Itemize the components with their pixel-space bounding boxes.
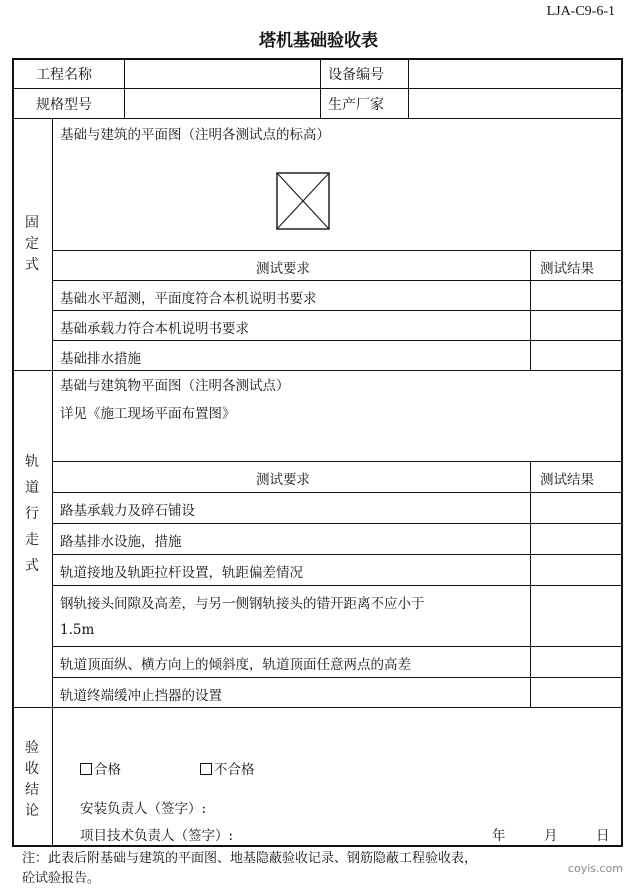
track-result-field[interactable]: [534, 557, 618, 582]
date-day-label: 日: [596, 828, 610, 844]
plan-image-placeholder-icon: [276, 172, 330, 230]
model-field[interactable]: [128, 92, 316, 116]
page-title: 塔机基础验收表: [259, 31, 378, 51]
track-result-field[interactable]: [534, 526, 618, 551]
date-year-label: 年: [492, 828, 506, 844]
track-result-field[interactable]: [534, 680, 618, 704]
installer-signature-label: 安装负责人（签字）:: [80, 801, 207, 817]
track-item: 轨道顶面纵、横方向上的倾斜度，轨道顶面任意两点的高差: [60, 657, 411, 673]
track-item: 路基承载力及碎石铺设: [60, 503, 195, 519]
manufacturer-field[interactable]: [412, 92, 617, 116]
device-no-label: 设备编号: [328, 67, 384, 83]
fail-checkbox[interactable]: [200, 763, 212, 775]
track-item: 轨道终端缓冲止挡器的设置: [60, 688, 222, 704]
fixed-plan-caption: 基础与建筑的平面图（注明各测试点的标高）: [60, 127, 330, 143]
model-label: 规格型号: [36, 97, 92, 113]
device-no-field[interactable]: [412, 62, 617, 86]
track-item: 轨道接地及轨距拉杆设置，轨距偏差情况: [60, 565, 303, 581]
track-req-header: 测试要求: [256, 472, 310, 488]
track-item: 路基排水设施，措施: [60, 534, 182, 550]
fixed-req-header: 测试要求: [256, 261, 310, 277]
conclusion-section-label: 验 收 结 论: [25, 740, 39, 819]
track-plan-caption: 基础与建筑物平面图（注明各测试点）: [60, 378, 290, 394]
date-month-label: 月: [544, 828, 558, 844]
track-result-field[interactable]: [534, 495, 618, 520]
watermark: coyis.com: [567, 862, 623, 875]
fixed-item: 基础水平超测，平面度符合本机说明书要求: [60, 291, 317, 307]
project-name-field[interactable]: [128, 62, 316, 86]
track-item: 钢轨接头间隙及高差，与另一侧钢轨接头的错开距离不应小于: [60, 596, 425, 612]
fixed-result-field[interactable]: [534, 283, 618, 307]
form-code: LJA-C9-6-1: [546, 4, 615, 19]
track-section-label: 轨 道 行 走 式: [25, 454, 39, 574]
pass-checkbox[interactable]: [80, 763, 92, 775]
manufacturer-label: 生产厂家: [328, 97, 384, 113]
tech-signature-label: 项目技术负责人（签字）:: [80, 828, 234, 844]
track-result-field[interactable]: [534, 588, 618, 643]
project-name-label: 工程名称: [36, 67, 92, 83]
track-item-continued: 1.5m: [60, 622, 95, 638]
pass-option[interactable]: 合格: [80, 758, 121, 778]
fixed-section-label: 固 定 式: [25, 215, 39, 273]
fail-option[interactable]: 不合格: [200, 758, 255, 778]
track-plan-reference: 详见《施工现场平面布置图》: [60, 406, 236, 422]
fixed-result-field[interactable]: [534, 313, 618, 337]
fixed-result-field[interactable]: [534, 343, 618, 367]
fixed-item: 基础承载力符合本机说明书要求: [60, 321, 249, 337]
fixed-item: 基础排水措施: [60, 351, 141, 367]
track-result-field[interactable]: [534, 649, 618, 674]
fixed-result-header: 测试结果: [540, 261, 594, 277]
track-result-header: 测试结果: [540, 472, 594, 488]
footer-note: 注：此表后附基础与建筑的平面图、地基隐蔽验收记录、钢筋隐蔽工程验收表， 砼试验报告。: [22, 851, 478, 886]
